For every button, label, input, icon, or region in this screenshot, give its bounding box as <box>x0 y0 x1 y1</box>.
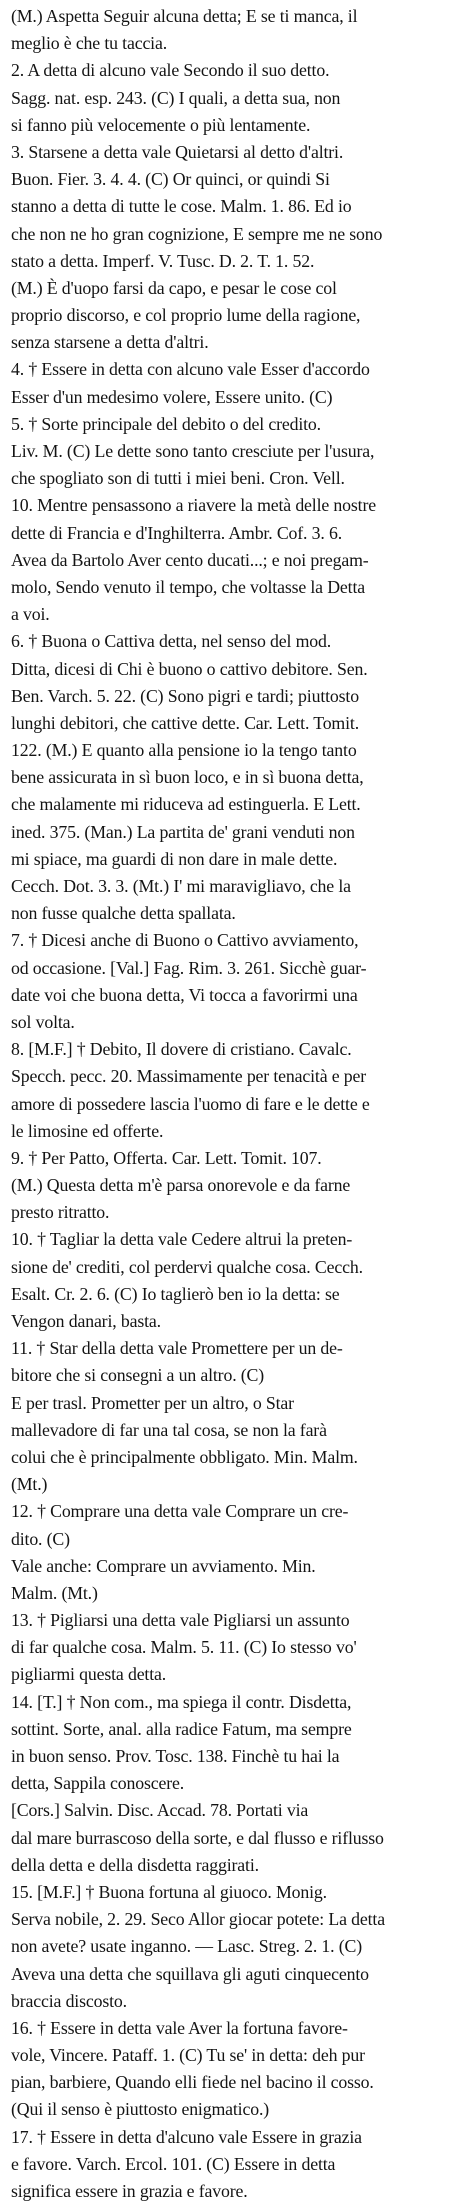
text-line: sione de' crediti, col perdervi qualche cosa. Cecch. <box>11 1256 363 1277</box>
text-line: 122. (M.) E quanto alla pensione io la tengo tanto <box>11 740 357 761</box>
text-line: od occasione. [Val.] Fag. Rim. 3. 261. Sicchè guar- <box>11 957 367 978</box>
text-line: 9. † Per Patto, Offerta. Car. Lett. Tomit. 107. <box>11 1147 322 1168</box>
text-line: 7. † Dicesi anche di Buono o Cattivo avviamento, <box>11 930 359 951</box>
text-line: molo, Sendo venuto il tempo, che voltasse la Detta <box>11 576 365 597</box>
text-line: bene assicurata in sì buon loco, e in sì buona detta, <box>11 767 364 788</box>
text-line: della detta e della disdetta raggirati. <box>11 1854 259 1875</box>
text-line: Ditta, dicesi di Chi è buono o cattivo debitore. Sen. <box>11 658 368 679</box>
text-line: stanno a detta di tutte le cose. Malm. 1. 86. Ed io <box>11 196 352 217</box>
text-line: E per trasl. Prometter per un altro, o Star <box>11 1392 294 1413</box>
text-line: (M.) Aspetta Seguir alcuna detta; E se ti manca, il <box>11 6 358 26</box>
text-line: 17. † Essere in detta d'alcuno vale Essere in grazia <box>11 2126 362 2147</box>
text-line: 8. [M.F.] † Debito, Il dovere di cristiano. Cavalc. <box>11 1039 352 1060</box>
text-line: 3. Starsene a detta vale Quietarsi al detto d'altri. <box>11 141 344 162</box>
text-line: pian, barbiere, Quando elli fiede nel bacino il cosso. <box>11 2072 374 2093</box>
text-line: Malm. (Mt.) <box>11 1582 98 1603</box>
text-line: (M.) È d'uopo farsi da capo, e pesar le cose col <box>11 277 337 298</box>
text-line: dal mare burrascoso della sorte, e dal flusso e riflusso <box>11 1827 384 1848</box>
text-line: dito. (C) <box>11 1528 70 1549</box>
text-line: 12. † Comprare una detta vale Comprare un cre- <box>11 1501 349 1522</box>
text-line: Serva nobile, 2. 29. Seco Allor giocar potete: La detta <box>11 1909 385 1930</box>
text-line: e favore. Varch. Ercol. 101. (C) Essere in detta <box>11 2153 336 2174</box>
text-line: Esser d'un medesimo volere, Essere unito. (C) <box>11 386 333 407</box>
text-line: (M.) Questa detta m'è parsa onorevole e da farne <box>11 1175 351 1196</box>
text-line: 10. † Tagliar la detta vale Cedere altrui la preten- <box>11 1229 353 1250</box>
text-line: senza starsene a detta d'altri. <box>11 332 209 353</box>
text-line: ined. 375. (Man.) La partita de' grani venduti non <box>11 821 355 842</box>
text-line: Liv. M. (C) Le dette sono tanto cresciute per l'usura, <box>11 441 375 461</box>
text-line: che spogliato son di tutti i miei beni. Cron. Vell. <box>11 468 345 489</box>
text-line: colui che è principalmente obbligato. Min. Malm. <box>11 1446 358 1467</box>
text-line: sol volta. <box>11 1011 75 1032</box>
text-line: amore di possedere lascia l'uomo di fare e le dette e <box>11 1093 370 1114</box>
text-line: vole, Vincere. Pataff. 1. (C) Tu se' in detta: deh pur <box>11 2045 365 2066</box>
text-line: Sagg. nat. esp. 243. (C) I quali, a detta sua, non <box>11 87 341 108</box>
text-line: 14. [T.] † Non com., ma spiega il contr. Disdetta, <box>11 1691 352 1712</box>
text-line: significa essere in grazia e favore. <box>11 2181 248 2201</box>
text-line: 15. [M.F.] † Buona fortuna al giuoco. Monig. <box>11 1881 327 1902</box>
text-line: presto ritratto. <box>11 1202 110 1223</box>
text-line: di far qualche cosa. Malm. 5. 11. (C) Io stesso vo' <box>11 1637 357 1658</box>
text-line: mallevadore di far una tal cosa, se non la farà <box>11 1419 327 1440</box>
text-line: 13. † Pigliarsi una detta vale Pigliarsi un assunto <box>11 1610 350 1631</box>
text-line: Avea da Bartolo Aver cento ducati...; e noi pregam- <box>11 549 369 570</box>
text-line: Cecch. Dot. 3. 3. (Mt.) I' mi maravigliavo, che la <box>11 876 351 896</box>
text-line: non fusse qualche detta spallata. <box>11 903 236 924</box>
text-line: Aveva una detta che squillava gli aguti cinquecento <box>11 1963 369 1984</box>
text-line: stato a detta. Imperf. V. Tusc. D. 2. T. 1. 52. <box>11 250 315 271</box>
text-line: Vengon danari, basta. <box>11 1311 161 1331</box>
text-line: mi spiace, ma guardi di non dare in male dette. <box>11 848 338 869</box>
text-line: pigliarmi questa detta. <box>11 1664 167 1685</box>
text-line: (Qui il senso è piuttosto enigmatico.) <box>11 2099 270 2120</box>
text-line: 5. † Sorte principale del debito o del credito. <box>11 413 321 434</box>
text-line: che non ne ho gran cognizione, E sempre me ne sono <box>11 223 383 244</box>
text-line: in buon senso. Prov. Tosc. 138. Finchè tu hai la <box>11 1746 340 1766</box>
text-line: 10. Mentre pensassono a riavere la metà delle nostre <box>11 495 376 516</box>
text-line: le limosine ed offerte. <box>11 1120 164 1141</box>
text-line: proprio discorso, e col proprio lume della ragione, <box>11 305 361 326</box>
text-line: che malamente mi riduceva ad estinguerla. E Lett. <box>11 794 361 815</box>
text-line: (Mt.) <box>11 1474 48 1495</box>
text-line: si fanno più velocemente o più lentamente. <box>11 114 311 135</box>
text-line: 11. † Star della detta vale Promettere per un de- <box>11 1338 343 1359</box>
text-line: 2. A detta di alcuno vale Secondo il suo detto. <box>11 60 330 81</box>
text-line: [Cors.] Salvin. Disc. Accad. 78. Portati via <box>11 1800 309 1821</box>
text-line: Esalt. Cr. 2. 6. (C) Io taglierò ben io la detta: se <box>11 1283 340 1304</box>
text-line: non avete? usate inganno. — Lasc. Streg. 2. 1. (C) <box>11 1936 362 1957</box>
text-line: meglio è che tu taccia. <box>11 33 168 54</box>
text-line: bitore che si consegni a un altro. (C) <box>11 1365 265 1386</box>
dictionary-column <box>11 3 461 2205</box>
text-line: a voi. <box>11 604 50 625</box>
text-line: Vale anche: Comprare un avviamento. Min. <box>11 1555 316 1576</box>
text-line: dette di Francia e d'Inghilterra. Ambr. Cof. 3. 6. <box>11 522 342 543</box>
text-line: Ben. Varch. 5. 22. (C) Sono pigri e tardi; piuttosto <box>11 685 359 706</box>
text-line: date voi che buona detta, Vi tocca a favorirmi una <box>11 984 358 1005</box>
text-line: detta, Sappila conoscere. <box>11 1773 185 1794</box>
text-line: Specch. pecc. 20. Massimamente per tenacità e per <box>11 1066 367 1087</box>
text-line: 6. † Buona o Cattiva detta, nel senso del mod. <box>11 631 332 652</box>
text-line: lunghi debitori, che cattive dette. Car. Lett. Tomit. <box>11 712 359 733</box>
text-line: sottint. Sorte, anal. alla radice Fatum, ma sempre <box>11 1718 352 1739</box>
text-line: Buon. Fier. 3. 4. 4. (C) Or quinci, or quindi Si <box>11 169 330 190</box>
text-line: 16. † Essere in detta vale Aver la fortuna favore- <box>11 2017 348 2038</box>
text-line: braccia discosto. <box>11 1990 127 2011</box>
text-line: 4. † Essere in detta con alcuno vale Esser d'accordo <box>11 359 370 380</box>
